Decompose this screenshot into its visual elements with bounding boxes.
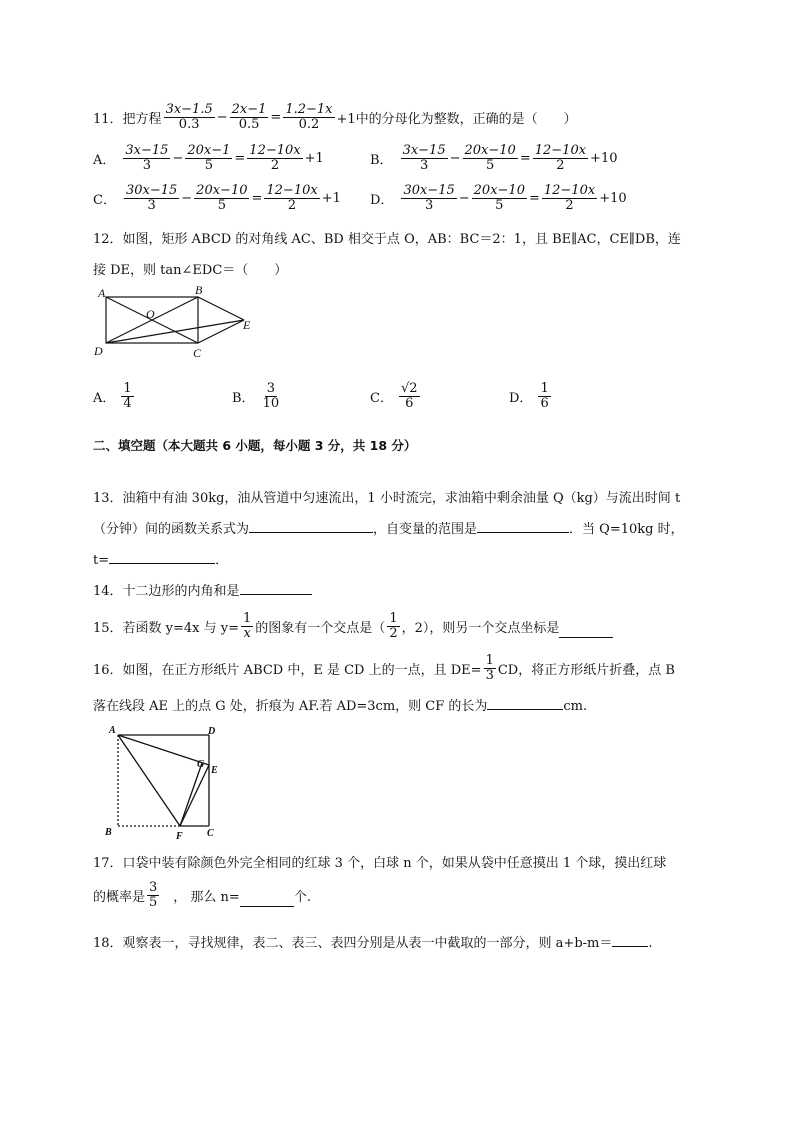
option-label: C．: [93, 192, 116, 208]
q12-option-a[interactable]: A． $\frac{1}{4}$: [93, 380, 132, 411]
label-a: A: [109, 725, 116, 736]
answer-blank-t[interactable]: [109, 551, 215, 564]
q11-option-a[interactable]: A． $\frac{3x-15}{3}$ − $\frac{20x-1}{5}$ = $\frac{12-10x}{2}$ +1: [93, 142, 324, 173]
label-g: G: [197, 759, 205, 770]
q11-suffix: +1中的分母化为整数，正确的是（ ）: [336, 111, 577, 127]
segment-de: [106, 320, 244, 343]
label-a: A: [98, 286, 106, 300]
q15-line: 15．若函数 y=4x 与 y= $\frac{1}{x}$ 的图象有一个交点是（ $\frac{1}{2}$ ，2），则另一个交点坐标是: [93, 604, 613, 648]
segment-fe: [180, 765, 209, 826]
q11-option-d[interactable]: D． $\frac{30x-15}{3}$ − $\frac{20x-10}{5}$ = $\frac{12-10x}{2}$ +10: [370, 182, 627, 213]
label-c: C: [207, 828, 214, 839]
q11-stem: 11． 把方程 $\frac{3x-1.5}{0.3}$ − $\frac{2x-1}{0.5}$ = $\frac{1.2-1x}{0.2}$ +1中的分母化为整数，正确的是（ ）: [93, 101, 577, 132]
section-2-heading: 二、填空题（本大题共 6 小题，每小题 3 分，共 18 分）: [93, 438, 417, 453]
label-d: D: [208, 726, 216, 737]
q14-line: 14．十二边形的内角和是: [93, 580, 312, 599]
q11-number: 11．: [93, 111, 123, 127]
q16-line-1: 16．如图，在正方形纸片 ABCD 中，E 是 CD 上的一点，且 DE= $\frac{1}{3}$ CD，将正方形纸片折叠，点 B: [93, 652, 675, 683]
q12-figure: [90, 283, 260, 363]
q16-line-2: 落在线段 AE 上的点 G 处，折痕为 AF.若 AD=3cm，则 CF 的长为 cm.: [93, 699, 588, 714]
label-e: E: [243, 318, 251, 332]
label-d: D: [94, 344, 103, 358]
q11-fraction-2: $\frac{2x-1}{0.5}$: [231, 101, 267, 132]
q12-option-b[interactable]: B． $\frac{3}{10}$: [232, 380, 280, 411]
q11-fraction-3: $\frac{1.2-1x}{0.2}$: [285, 101, 333, 132]
q13-line-2: （分钟）间的函数关系式为 ，自变量的范围是 ．当 Q=10kg 时，: [93, 522, 684, 537]
label-e: E: [211, 765, 218, 776]
option-label: B．: [370, 152, 393, 168]
q11-option-b[interactable]: B． $\frac{3x-15}{3}$ − $\frac{20x-10}{5}$ = $\frac{12-10x}{2}$ +10: [370, 142, 618, 173]
segment-be: [198, 297, 244, 320]
q16-figure: [98, 722, 228, 842]
segment-fg: [180, 763, 202, 826]
q11-fraction-1: $\frac{3x-1.5}{0.3}$: [165, 101, 213, 132]
q11-prefix: 把方程: [122, 111, 162, 127]
answer-blank-intersection[interactable]: [559, 625, 613, 638]
answer-blank-expression[interactable]: [612, 934, 648, 947]
q13-line-1: 13．油箱中有油 30kg，油从管道中匀速流出，1 小时流完，求油箱中剩余油量 Q（kg）与流出时间 t: [93, 491, 681, 506]
label-b: B: [195, 283, 203, 297]
q17-line-1: 17．口袋中装有除颜色外完全相同的红球 3 个，白球 n 个，如果从袋中任意摸出 1 个球，摸出红球: [93, 856, 667, 871]
answer-blank-angle-sum[interactable]: [240, 582, 312, 595]
q18-line: 18．观察表一，寻找规律，表二、表三、表四分别是从表一中截取的一部分，则 a+b-m＝ .: [93, 936, 653, 951]
answer-blank-n[interactable]: [240, 894, 294, 907]
segment-ae: [118, 735, 209, 765]
q17-line-2: 的概率是 $\frac{3}{5}$ ， 那么 n= 个.: [93, 879, 311, 910]
answer-blank-range[interactable]: [477, 520, 569, 533]
q13-line-3: t= ．: [93, 553, 229, 568]
q12-line-1: 12．如图，矩形 ABCD 的对角线 AC、BD 相交于点 O，AB：BC＝2：1，且 BE∥AC，CE∥DB，连: [93, 232, 681, 247]
answer-blank-cf[interactable]: [487, 697, 563, 710]
q11-option-c[interactable]: C． $\frac{30x-15}{3}$ − $\frac{20x-10}{5}$ = $\frac{12-10x}{2}$ +1: [93, 182, 341, 213]
label-f: F: [176, 831, 183, 842]
q12-option-c[interactable]: C． $\frac{√2}{6}$: [370, 380, 418, 411]
q12-line-2: 接 DE，则 tan∠EDC＝（ ）: [93, 263, 288, 278]
option-label: A．: [93, 152, 116, 168]
answer-blank-function[interactable]: [249, 520, 373, 533]
q12-option-d[interactable]: D． $\frac{1}{6}$: [509, 380, 549, 411]
label-b: B: [105, 827, 112, 838]
label-c: C: [193, 346, 202, 360]
label-o: O: [146, 307, 155, 321]
option-label: D．: [370, 192, 394, 208]
fold-line-af: [118, 735, 180, 826]
